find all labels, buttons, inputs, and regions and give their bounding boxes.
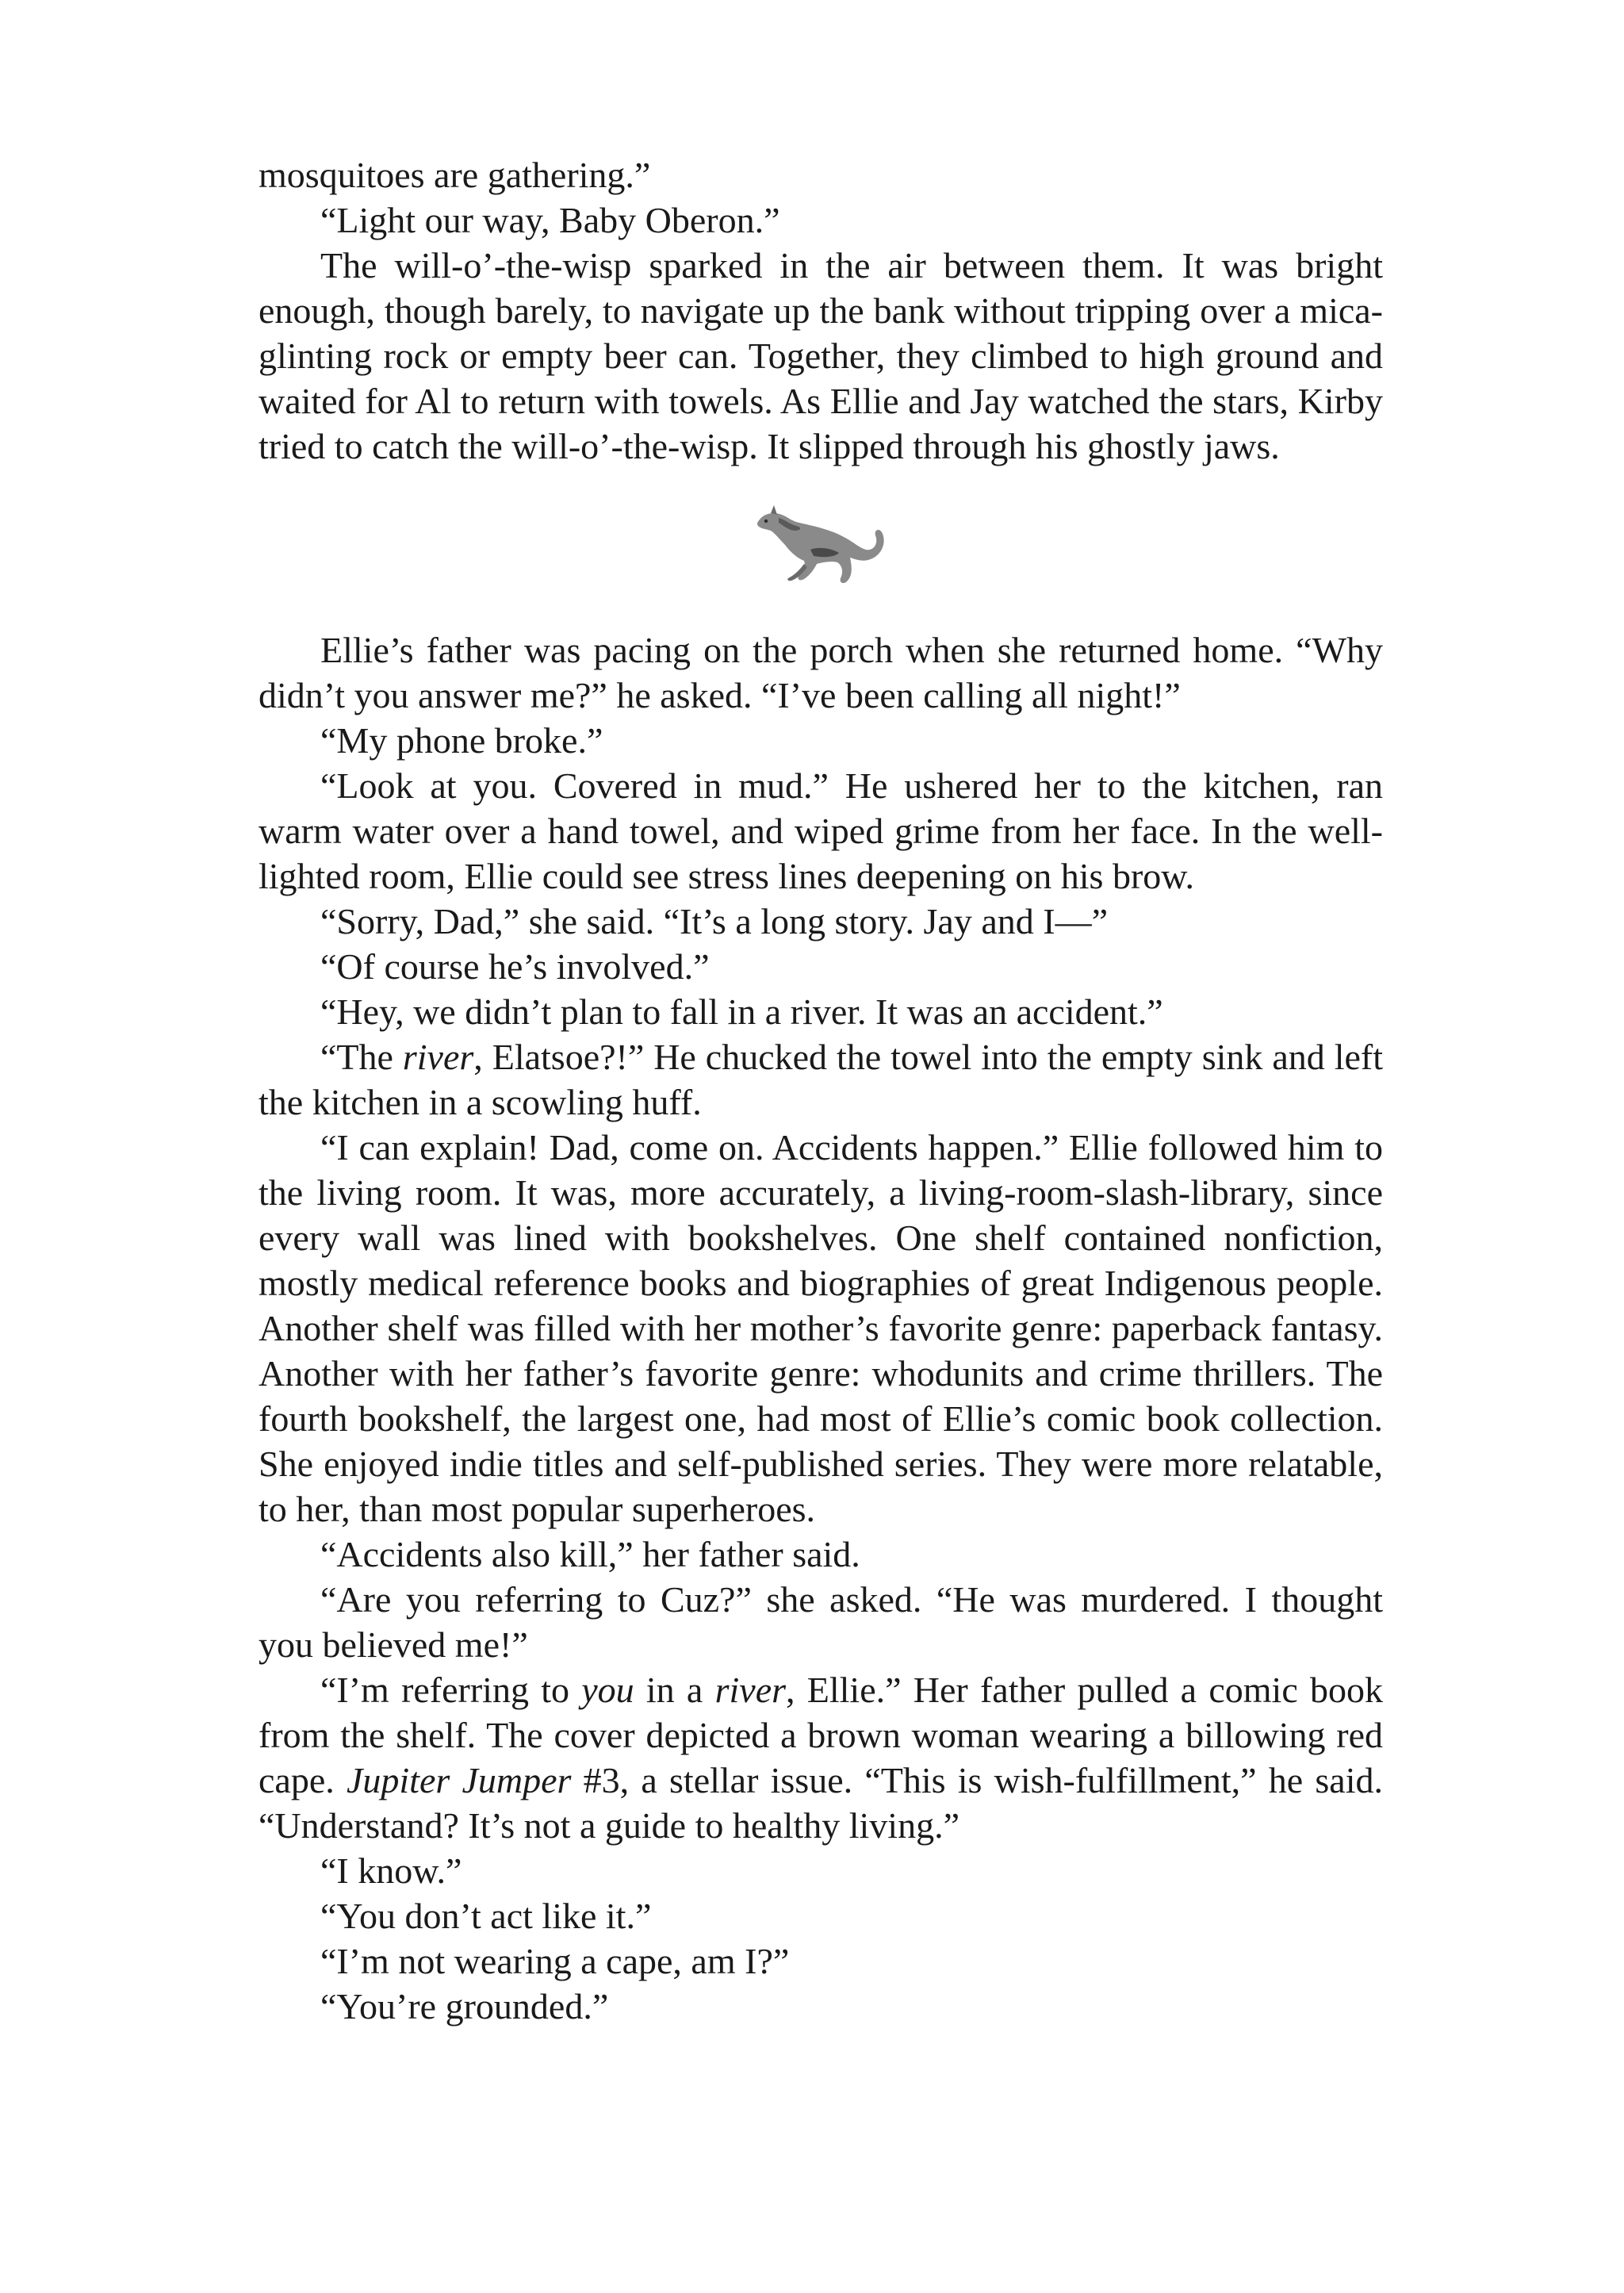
text-run: “You don’t act like it.” — [320, 1896, 652, 1936]
text-run: , Elatsoe?!” He chucked the towel into the empty sink and left the kitchen in a scowling huff. — [259, 1037, 1383, 1122]
paragraph — [259, 989, 1383, 1034]
paragraph — [259, 627, 1383, 718]
paragraph — [259, 718, 1383, 763]
paragraph — [259, 1532, 1383, 1577]
italic-text: river — [402, 1037, 474, 1077]
text-run: “Look at you. Covered in mud.” He ushered her to the kitchen, ran warm water over a hand towel, and wiped grime from her face. In the well-lighted room, Ellie could see stress lines deepening on his brow. — [259, 765, 1383, 896]
scene-one — [259, 152, 1383, 469]
paragraph — [259, 1893, 1383, 1938]
text-run: “The — [320, 1037, 403, 1077]
text-run: “My phone broke.” — [320, 720, 603, 761]
italic-text: you — [581, 1670, 634, 1710]
italic-text: river — [714, 1670, 787, 1710]
paragraph — [259, 1938, 1383, 1984]
text-run: “Hey, we didn’t plan to fall in a river. It was an accident.” — [320, 991, 1163, 1032]
paragraph — [259, 944, 1383, 989]
text-run: , Ellie.” Her father pulled a comic book from the shelf. The cover depicted a brown woman wearing a billowing red cape. — [259, 1670, 1383, 1800]
text-run: “Of course he’s involved.” — [320, 946, 710, 987]
text-run: “Are you referring to Cuz?” she asked. “He was murdered. I thought you believed me!” — [259, 1579, 1383, 1665]
paragraph — [259, 1984, 1383, 2029]
text-run: “Sorry, Dad,” she said. “It’s a long story. Jay and I—” — [320, 901, 1108, 941]
paragraph — [259, 1667, 1383, 1848]
text-run: #3, a stellar issue. “This is wish-fulfillment,” he said. “Understand? It’s not a guide to healthy living.” — [259, 1760, 1383, 1846]
text-run: “You’re grounded.” — [320, 1986, 609, 2027]
paragraph — [259, 763, 1383, 899]
text-run: “Accidents also kill,” her father said. — [320, 1534, 860, 1574]
text-run: in a — [634, 1670, 715, 1710]
paragraph — [259, 1848, 1383, 1893]
text-run: mosquitoes are gathering.” — [259, 155, 651, 195]
paragraph — [259, 899, 1383, 944]
paragraph — [259, 243, 1383, 469]
text-run: “I know.” — [320, 1850, 462, 1891]
scene-two — [259, 627, 1383, 2029]
paragraph — [259, 1034, 1383, 1125]
text-run: “Light our way, Baby Oberon.” — [320, 200, 780, 240]
paragraph — [259, 197, 1383, 243]
text-run: “I’m referring to — [320, 1670, 582, 1710]
scene-break — [259, 469, 1383, 627]
paragraph — [259, 1125, 1383, 1532]
text-run: “I can explain! Dad, come on. Accidents happen.” Ellie followed him to the living room. It was, more accurately, a living-room-slash-library, since every wall was lined with bookshelves. One shelf contained nonfiction, mostly medical reference books and biographies of great Indigenous people. Another shelf was filled with her mother’s favorite genre: paperback fantasy. Another with her father’s favorite genre: whodunits and crime thrillers. The fourth bookshelf, the largest one, had most of Ellie’s comic book collection. She enjoyed indie titles and self-published series. They were more relatable, to her, than most popular superheroes. — [259, 1127, 1383, 1529]
paragraph — [259, 152, 1383, 197]
text-run: “I’m not wearing a cape, am I?” — [320, 1941, 790, 1981]
ghost-dog-icon — [755, 502, 891, 589]
text-run: The will-o’-the-wisp sparked in the air between them. It was bright enough, though barely, to navigate up the bank without tripping over a mica-glinting rock or empty beer can. Together, they climbed to high ground and waited for Al to return with towels. As Ellie and Jay watched the stars, Kirby tried to catch the will-o’-the-wisp. It slipped through his ghostly jaws. — [259, 245, 1383, 466]
italic-text: Jupiter Jumper — [346, 1760, 572, 1800]
page-body — [259, 152, 1383, 2029]
paragraph — [259, 1577, 1383, 1667]
text-run: Ellie’s father was pacing on the porch when she returned home. “Why didn’t you answer me?” he asked. “I’ve been calling all night!” — [259, 630, 1383, 715]
